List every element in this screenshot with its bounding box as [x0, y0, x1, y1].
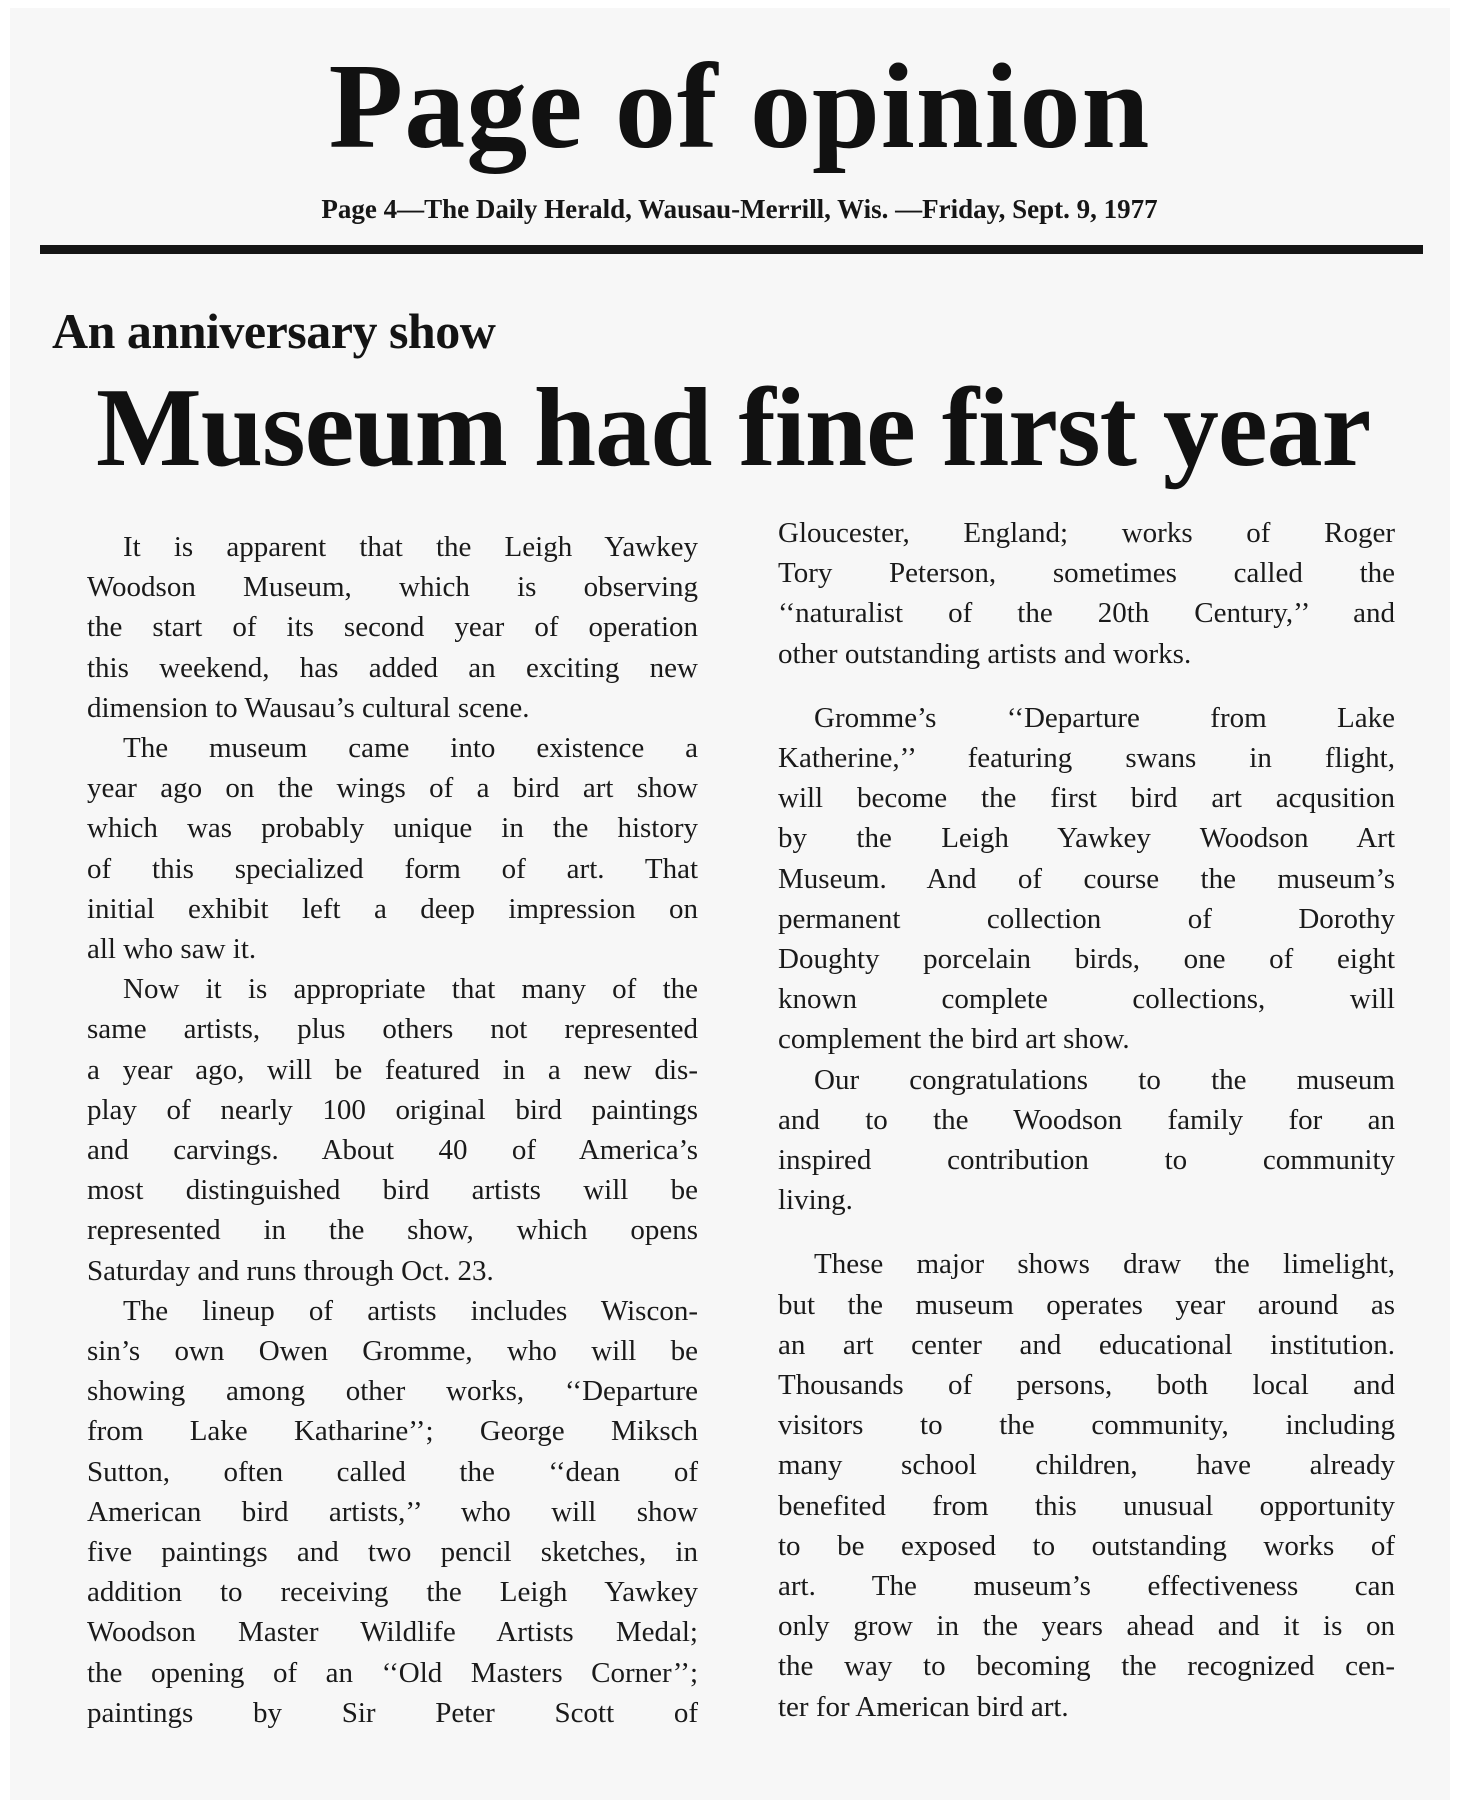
text-line: the way to becoming the recognized cen-	[778, 1650, 1395, 1683]
text-line: American bird artists,’’ who will show	[87, 1495, 698, 1528]
article-paragraph	[778, 1244, 1395, 1726]
text-line: represented in the show, which opens	[87, 1214, 698, 1247]
text-line: Katherine,’’ featuring swans in flight,	[778, 742, 1395, 775]
text-line: inspired contribution to community	[778, 1144, 1395, 1177]
text-line: ‘‘naturalist of the 20th Century,’’ and	[778, 597, 1395, 630]
text-line: Sutton, often called the ‘‘dean of	[87, 1455, 698, 1488]
text-line: Saturday and runs through Oct. 23.	[87, 1254, 494, 1287]
article-paragraph	[87, 969, 698, 1291]
text-line: will become the first bird art acqusition	[778, 782, 1395, 815]
text-line: the start of its second year of operation	[87, 611, 698, 644]
text-line: only grow in the years ahead and it is on	[778, 1610, 1395, 1643]
text-line: art. The museum’s effectiveness can	[778, 1570, 1395, 1603]
text-line: Gromme’s ‘‘Departure from Lake	[814, 701, 1395, 734]
text-line: this weekend, has added an exciting new	[87, 651, 698, 684]
text-line: Doughty porcelain birds, one of eight	[778, 943, 1395, 976]
text-line: other outstanding artists and works.	[778, 637, 1192, 670]
text-line: benefited from this unusual opportunity	[778, 1489, 1395, 1522]
text-line: visitors to the community, including	[778, 1409, 1395, 1442]
text-line: most distinguished bird artists will be	[87, 1174, 698, 1207]
text-line: the opening of an ‘‘Old Masters Corner’’;	[87, 1656, 698, 1689]
text-line: initial exhibit left a deep impression on	[87, 892, 698, 925]
text-line: many school children, have already	[778, 1449, 1395, 1482]
text-line: Our congratulations to the museum	[814, 1063, 1395, 1096]
text-line: addition to receiving the Leigh Yawkey	[87, 1576, 698, 1609]
dateline: Page 4—The Daily Herald, Wausau-Merrill, Wis. —Friday, Sept. 9, 1977	[321, 194, 1158, 224]
text-line: and to the Woodson family for an	[778, 1103, 1395, 1136]
text-line: Museum. And of course the museum’s	[778, 862, 1395, 895]
text-line: year ago on the wings of a bird art show	[87, 772, 698, 805]
article-paragraph	[87, 527, 698, 728]
text-line: The museum came into existence a	[123, 732, 698, 765]
text-line: five paintings and two pencil sketches, in	[87, 1536, 698, 1569]
article-headline: Museum had fine first year	[96, 366, 1371, 490]
text-line: Woodson Museum, which is observing	[87, 571, 698, 604]
article-paragraph	[87, 728, 698, 969]
text-line: but the museum operates year around as	[778, 1288, 1395, 1321]
text-line: It is apparent that the Leigh Yawkey	[123, 531, 698, 563]
text-line: known complete collections, will	[778, 983, 1395, 1016]
text-line: play of nearly 100 original bird paintings	[87, 1093, 698, 1126]
text-line: and carvings. About 40 of America’s	[87, 1134, 698, 1167]
text-line: dimension to Wausau’s cultural scene.	[87, 691, 530, 724]
article-kicker: An anniversary show	[52, 303, 496, 359]
article-paragraph	[87, 1291, 698, 1733]
text-line: a year ago, will be featured in a new dis-	[87, 1053, 698, 1086]
text-line: Gloucester, England; works of Roger	[778, 517, 1395, 549]
text-line: complement the bird art show.	[778, 1023, 1130, 1056]
text-line: of this specialized form of art. That	[87, 852, 698, 885]
article-paragraph	[778, 513, 1395, 674]
article-paragraph	[778, 698, 1395, 1060]
text-line: Tory Peterson, sometimes called the	[778, 557, 1395, 590]
text-line: living.	[778, 1184, 853, 1217]
text-line: Woodson Master Wildlife Artists Medal;	[87, 1616, 698, 1649]
text-line: sin’s own Owen Gromme, who will be	[87, 1335, 698, 1368]
text-line: from Lake Katharine’’; George Miksch	[87, 1415, 698, 1448]
masthead-rule	[40, 245, 1423, 254]
text-line: Now it is appropriate that many of the	[123, 973, 698, 1006]
text-line: Thousands of persons, both local and	[778, 1369, 1395, 1402]
text-line: ter for American bird art.	[778, 1690, 1069, 1723]
text-line: paintings by Sir Peter Scott of	[87, 1696, 698, 1729]
text-line: same artists, plus others not represented	[87, 1013, 698, 1046]
text-line: showing among other works, ‘‘Departure	[87, 1375, 698, 1408]
article-column-left	[87, 527, 698, 1733]
text-line: The lineup of artists includes Wiscon-	[123, 1294, 698, 1327]
text-line: all who saw it.	[87, 933, 257, 966]
section-title: Page of opinion	[328, 39, 1151, 174]
article-paragraph	[778, 1060, 1395, 1221]
text-line: by the Leigh Yawkey Woodson Art	[778, 822, 1395, 855]
text-line: permanent collection of Dorothy	[778, 902, 1395, 935]
article-column-right	[778, 513, 1395, 1727]
text-line: which was probably unique in the history	[87, 812, 698, 845]
text-line: to be exposed to outstanding works of	[778, 1529, 1395, 1562]
text-line: These major shows draw the limelight,	[814, 1248, 1395, 1281]
text-line: an art center and educational institution.	[778, 1328, 1395, 1361]
